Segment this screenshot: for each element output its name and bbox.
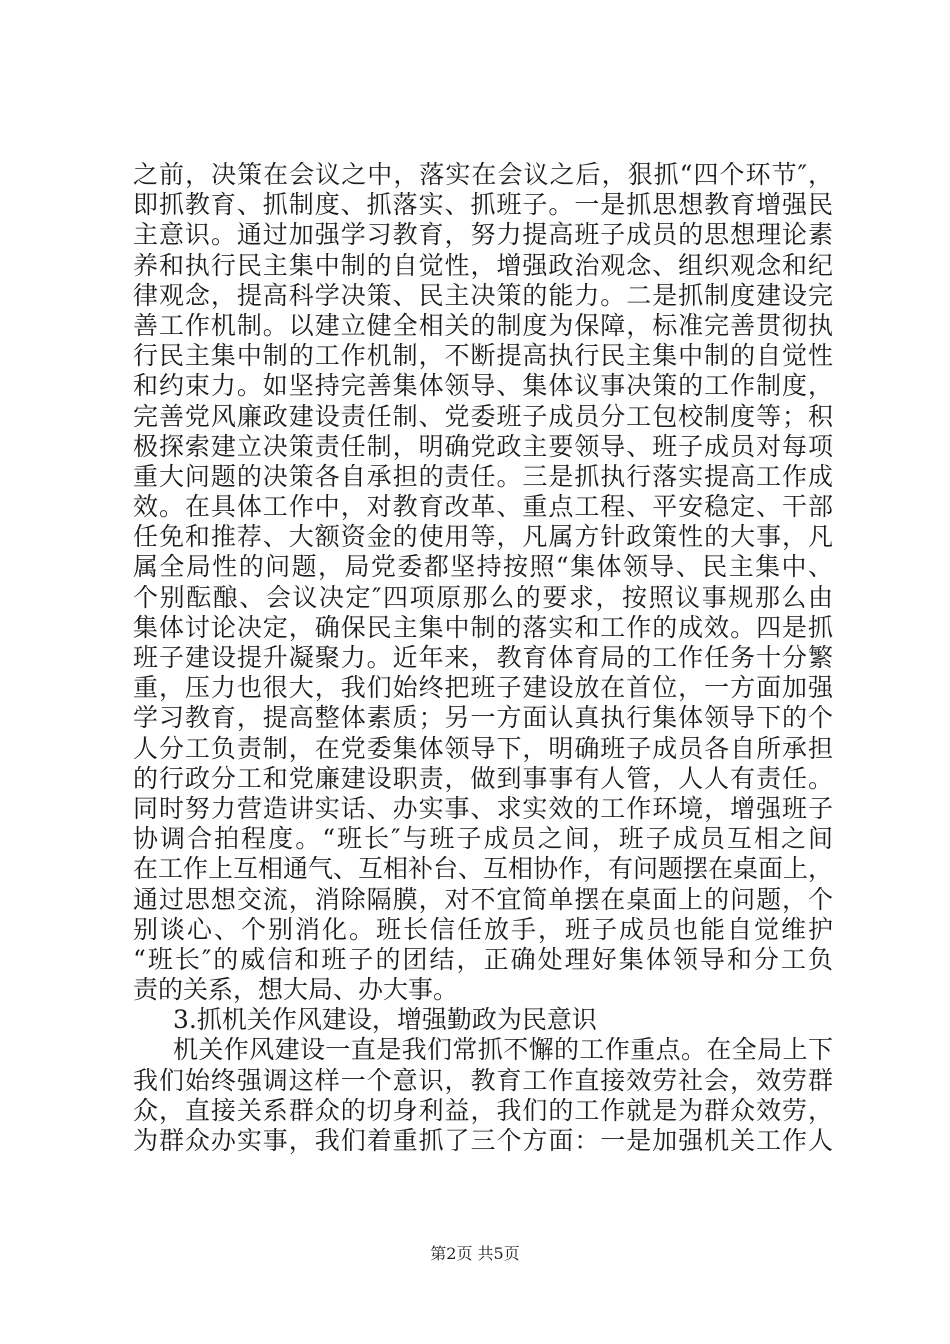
text-line: 律观念，提高科学决策、民主决策的能力。二是抓制度建设完 (133, 280, 833, 310)
text-line: 极探索建立决策责任制，明确党政主要领导、班子成员对每项 (133, 431, 833, 461)
text-line: 重大问题的决策各自承担的责任。三是抓执行落实提高工作成 (133, 461, 833, 491)
text-line: 机关作风建设一直是我们常抓不懈的工作重点。在全局上下 (173, 1035, 833, 1065)
text-line: 行民主集中制的工作机制，不断提高执行民主集中制的自觉性 (133, 341, 833, 371)
text-line: 主意识。通过加强学习教育，努力提高班子成员的思想理论素 (133, 220, 833, 250)
text-line: 协调合拍程度。“班长″与班子成员之间，班子成员互相之间 (133, 824, 833, 854)
text-line: 善工作机制。以建立健全相关的制度为保障，标准完善贯彻执 (133, 310, 833, 340)
text-line: 为群众办实事，我们着重抓了三个方面：一是加强机关工作人 (133, 1126, 833, 1155)
text-line: 众，直接关系群众的切身利益，我们的工作就是为群众效劳， (133, 1095, 833, 1125)
text-line: 养和执行民主集中制的自觉性，增强政治观念、组织观念和纪 (133, 250, 833, 280)
section-heading: 3.抓机关作风建设，增强勤政为民意识 (173, 1005, 597, 1035)
text-line: 之前，决策在会议之中，落实在会议之后，狠抓“四个环节″， (133, 160, 833, 189)
text-line: 即抓教育、抓制度、抓落实、抓班子。一是抓思想教育增强民 (133, 190, 833, 220)
text-line: “班长″的威信和班子的团结，正确处理好集体领导和分工负 (133, 944, 833, 974)
text-line: 完善党风廉政建设责任制、党委班子成员分工包校制度等；积 (133, 401, 833, 431)
text-line: 同时努力营造讲实话、办实事、求实效的工作环境，增强班子 (133, 793, 833, 823)
text-line: 学习教育，提高整体素质；另一方面认真执行集体领导下的个 (133, 703, 833, 733)
text-line: 责的关系，想大局、办大事。 (133, 975, 459, 1005)
text-line: 别谈心、个别消化。班长信任放手，班子成员也能自觉维护 (133, 914, 833, 944)
text-line: 个别酝酿、会议决定″四项原那么的要求，按照议事规那么由 (133, 582, 833, 612)
text-line: 任免和推荐、大额资金的使用等，凡属方针政策性的大事，凡 (133, 522, 833, 552)
text-line: 和约束力。如坚持完善集体领导、集体议事决策的工作制度， (133, 371, 833, 401)
text-line: 在工作上互相通气、互相补台、互相协作，有问题摆在桌面上， (133, 854, 834, 884)
text-line: 属全局性的问题，局党委都坚持按照“集体领导、民主集中、 (133, 552, 833, 582)
body-text (133, 160, 833, 1156)
text-line: 重，压力也很大，我们始终把班子建设放在首位，一方面加强 (133, 673, 833, 703)
text-line: 通过思想交流，消除隔膜，对不宜简单摆在桌面上的问题，个 (133, 884, 833, 914)
page-number-footer: 第2页 共5页 (430, 1244, 520, 1263)
text-line: 我们始终强调这样一个意识，教育工作直接效劳社会，效劳群 (133, 1065, 833, 1095)
text-line: 人分工负责制，在党委集体领导下，明确班子成员各自所承担 (133, 733, 833, 763)
text-line: 效。在具体工作中，对教育改革、重点工程、平安稳定、干部 (133, 492, 833, 522)
text-line: 的行政分工和党廉建设职责，做到事事有人管，人人有责任。 (133, 763, 833, 793)
text-line: 集体讨论决定，确保民主集中制的落实和工作的成效。四是抓 (133, 612, 833, 642)
text-line: 班子建设提升凝聚力。近年来，教育体育局的工作任务十分繁 (133, 643, 833, 672)
